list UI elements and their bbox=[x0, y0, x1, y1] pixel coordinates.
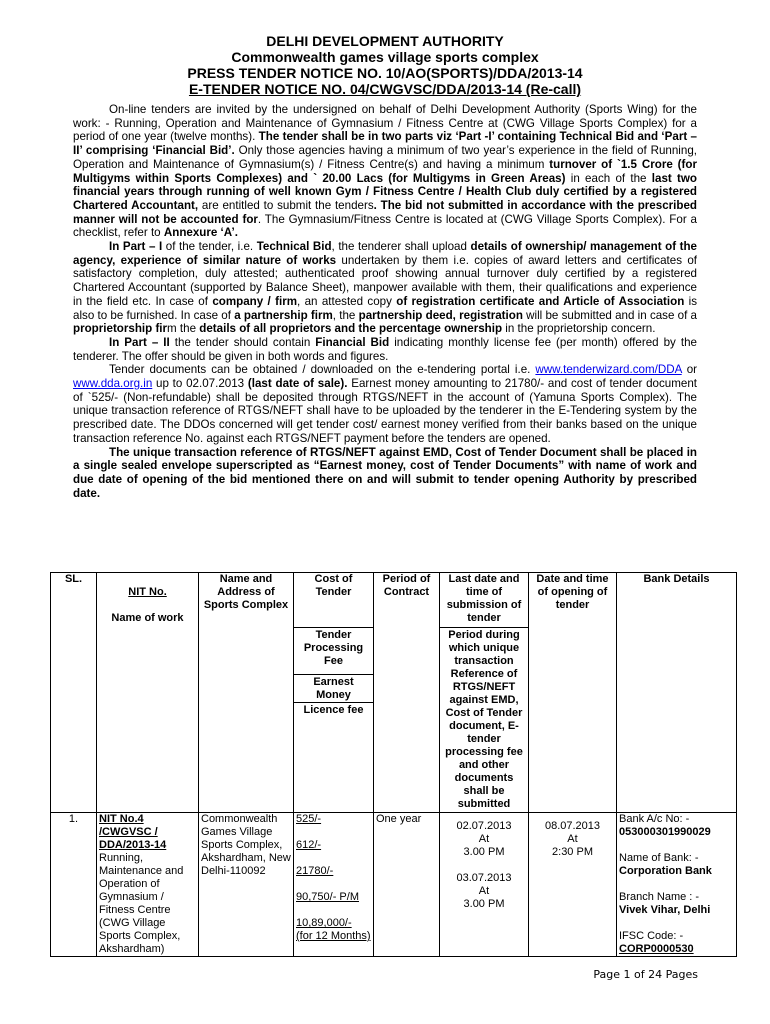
header-cost bbox=[294, 573, 374, 813]
header-sl: SL. bbox=[51, 573, 97, 813]
cell-fees bbox=[294, 813, 374, 957]
text: is also to be furnished. In case of bbox=[73, 294, 697, 322]
cell-at: At bbox=[567, 833, 578, 845]
branch-label: Branch Name : - bbox=[619, 891, 700, 903]
notice-header bbox=[0, 0, 770, 97]
cell-work: Running, Maintenance and Operation of Gymnasium / Fitness Centre (CWG Village Sports Complex, Akshardham) bbox=[99, 852, 184, 955]
text-bold: Technical Bid bbox=[256, 240, 332, 254]
cell-last-time: 3.00 PM bbox=[463, 846, 505, 858]
text: indicating monthly license fee (per month) offered by the tenderer. The offer should be given in both words and figures. bbox=[73, 335, 697, 363]
text: , the bbox=[332, 308, 359, 322]
press-tender-notice: PRESS TENDER NOTICE NO. 10/AO(SPORTS)/DDA/2013-14 bbox=[187, 65, 583, 81]
text-bold: of registration certificate and Article of Association bbox=[396, 294, 685, 308]
text-bold: turnover of `1.5 Crore (for Multigyms within Sports Complexes) and ` 20.00 Lacs (for Multigyms in Green Areas) bbox=[73, 157, 697, 185]
text: Only those agencies having a minimum of two year’s experience in the field of Running, Operation and Maintenance of Gymnasium(s) / Fitness Centre(s) and having a minimum bbox=[73, 144, 697, 171]
header-licence-fee: Licence fee bbox=[294, 702, 373, 718]
text-bold: The tender shall be in two parts viz ‘Part -I’ containing Technical Bid and ‘Part – II’ comprising ‘Financial Bid’. bbox=[73, 130, 697, 158]
cell-open-date: 08.07.2013 bbox=[544, 820, 601, 832]
header-dates bbox=[440, 573, 529, 813]
header-earnest-money: Earnest Money bbox=[294, 674, 373, 702]
paragraph-intro bbox=[73, 103, 697, 240]
text: or bbox=[681, 363, 698, 377]
paragraph-tender-documents bbox=[73, 363, 697, 445]
text: m the bbox=[167, 322, 200, 336]
cell-bank bbox=[617, 813, 737, 957]
header-period-during: Period during which unique transaction Reference of RTGS/NEFT against EMD, Cost of Tender document, E-tender processing fee and other documents shall be submitted bbox=[440, 627, 528, 812]
text: are entitled to submit the tenders bbox=[198, 198, 374, 212]
text-bold: partnership deed, registration bbox=[358, 308, 523, 322]
cell-licence-monthly: 90,750/- P/M bbox=[296, 891, 359, 903]
cell-during-time: 3.00 PM bbox=[463, 898, 505, 910]
paragraph-part-one bbox=[73, 240, 697, 336]
text: . The Gymnasium/Fitness Centre is located at (CWG Village Sports Complex). For a checklist, refer to bbox=[73, 212, 697, 240]
header-bank: Bank Details bbox=[617, 573, 737, 813]
cell-cost: 525/- bbox=[296, 813, 322, 825]
ifsc-label: IFSC Code: - bbox=[619, 930, 684, 942]
text: undertaken by them i.e. copies of award letters and certificates of satisfactory completion, duly attested; authenticated proof showing annual turnover duly certified by a registered Chartered Accountant (supported by Balance Sheet), manpower available with them, their qualifications and experience in the field etc. In case of bbox=[73, 253, 697, 308]
header-cost-of-tender: Cost of Tender bbox=[314, 573, 353, 598]
cell-processing-fee: 612/- bbox=[296, 839, 322, 851]
text-bold: details of all proprietors and the percentage ownership bbox=[199, 322, 503, 336]
bank-name-label: Name of Bank: - bbox=[619, 852, 699, 864]
paragraph-transaction-reference: The unique transaction reference of RTGS/NEFT against EMD, Cost of Tender Document shall be placed in a single sealed envelope superscripted as “Earnest money, cost of Tender Documents” with name of work and due date of opening of the bid mentioned there on and will submit to tender opening Authority by prescribed date. bbox=[73, 445, 697, 500]
table-header-row bbox=[51, 573, 737, 813]
header-opening: Date and time of opening of tender bbox=[529, 573, 617, 813]
header-processing-fee: Tender Processing Fee bbox=[294, 627, 373, 674]
cell-during-date: 03.07.2013 bbox=[456, 872, 512, 884]
text: , an attested copy bbox=[297, 294, 397, 308]
cell-period: One year bbox=[374, 813, 440, 957]
e-tender-notice: E-TENDER NOTICE NO. 04/CWGVSC/DDA/2013-14 (Re-call) bbox=[188, 81, 582, 97]
ifsc-code: CORP0000530 bbox=[619, 943, 694, 955]
cell-sl: 1. bbox=[51, 813, 97, 957]
header-name-of-work: Name of work bbox=[111, 612, 184, 624]
cell-dates bbox=[440, 813, 529, 957]
text: in the proprietorship concern. bbox=[502, 322, 656, 336]
cell-nit-no: NIT No.4 /CWGVSC / DDA/2013-14 bbox=[99, 813, 167, 851]
header-nit bbox=[97, 573, 199, 813]
cell-licence-total: 10,89,000/- (for 12 Months) bbox=[296, 917, 371, 942]
notice-body bbox=[73, 103, 697, 500]
cell-earnest: 21780/- bbox=[296, 865, 334, 877]
text-bold: . The bid not submitted in accordance with the prescribed manner will not be accounted for bbox=[73, 198, 697, 226]
cell-nit-work bbox=[97, 813, 199, 957]
cell-open-time: 2:30 PM bbox=[552, 846, 593, 858]
text-bold: Annexure ‘A’. bbox=[163, 226, 238, 240]
text: in each of the bbox=[565, 171, 652, 185]
text-bold: details of ownership/ management of the agency, experience of similar nature of works bbox=[73, 240, 698, 267]
complex-title: Commonwealth games village sports complex bbox=[231, 49, 539, 65]
text-bold: In Part – II bbox=[109, 335, 170, 349]
dda-link[interactable]: www.dda.org.in bbox=[73, 377, 153, 391]
text-bold: a partnership firm bbox=[234, 308, 333, 322]
bank-name: Corporation Bank bbox=[619, 865, 712, 877]
cell-at: At bbox=[478, 885, 490, 897]
header-nit-no: NIT No. bbox=[128, 586, 167, 598]
text-bold: (last date of sale). bbox=[247, 377, 348, 391]
branch-name: Vivek Vihar, Delhi bbox=[619, 904, 711, 916]
text: , the tenderer shall upload bbox=[331, 240, 471, 254]
paragraph-part-two bbox=[73, 336, 697, 363]
header-name-address: Name and Address of Sports Complex bbox=[199, 573, 294, 813]
bank-ac-no: 053000301990029 bbox=[619, 826, 711, 838]
text: Tender documents can be obtained / downloaded on the e-tendering portal i.e. bbox=[109, 363, 536, 377]
text: Earnest money amounting to 21780/- and cost of tender document of `525/- (Non-refundable) shall be deposited through RTGS/NEFT in the account of (Yamuna Sports Complex). The unique transaction reference of RTGS/NEFT shall have to be uploaded by the tenderer in the E-Tendering system by the prescribed date. The DDOs concerned will get tender cost/ earnest money verified from their banks based on the unique transaction reference No. against each RTGS/NEFT payment before the tenders are opened. bbox=[73, 377, 697, 445]
text: of the tender, i.e. bbox=[162, 240, 257, 254]
text: the tender should contain bbox=[169, 335, 316, 349]
bank-ac-label: Bank A/c No: - bbox=[619, 813, 690, 825]
cell-address: Commonwealth Games Village Sports Complex, Akshardham, New Delhi-110092 bbox=[199, 813, 294, 957]
page-number: Page 1 of 24 Pages bbox=[593, 968, 698, 981]
authority-title: DELHI DEVELOPMENT AUTHORITY bbox=[266, 33, 504, 49]
header-period: Period of Contract bbox=[374, 573, 440, 813]
tender-table bbox=[50, 572, 737, 957]
text-bold: proprietorship fir bbox=[73, 322, 168, 336]
cell-opening bbox=[529, 813, 617, 957]
text: will be submitted and in case of a bbox=[522, 308, 698, 322]
text-bold: last two financial years through running of well known Gym / Fitness Centre / Health Club duly certified by a registered Chartered Accountant, bbox=[73, 171, 697, 212]
cell-last-date: 02.07.2013 bbox=[456, 820, 512, 832]
cell-at: At bbox=[478, 833, 490, 845]
text-bold: company / firm bbox=[212, 294, 298, 308]
tenderwizard-link[interactable]: www.tenderwizard.com/DDA bbox=[535, 363, 682, 377]
text: up to 02.07.2013 bbox=[152, 377, 248, 391]
text: On-line tenders are invited by the undersigned on behalf of Delhi Development Authority (Sports Wing) for the work: - Running, Operation and Maintenance of Gymnasium / Fitness Centre at (CWG Village Sports Complex) for a period of one year (twelve months). bbox=[73, 103, 697, 144]
header-last-date: Last date and time of submission of tender bbox=[446, 573, 522, 624]
text-bold: Financial Bid bbox=[315, 335, 390, 349]
table-row bbox=[51, 813, 737, 957]
text-bold: In Part – I bbox=[109, 240, 163, 254]
